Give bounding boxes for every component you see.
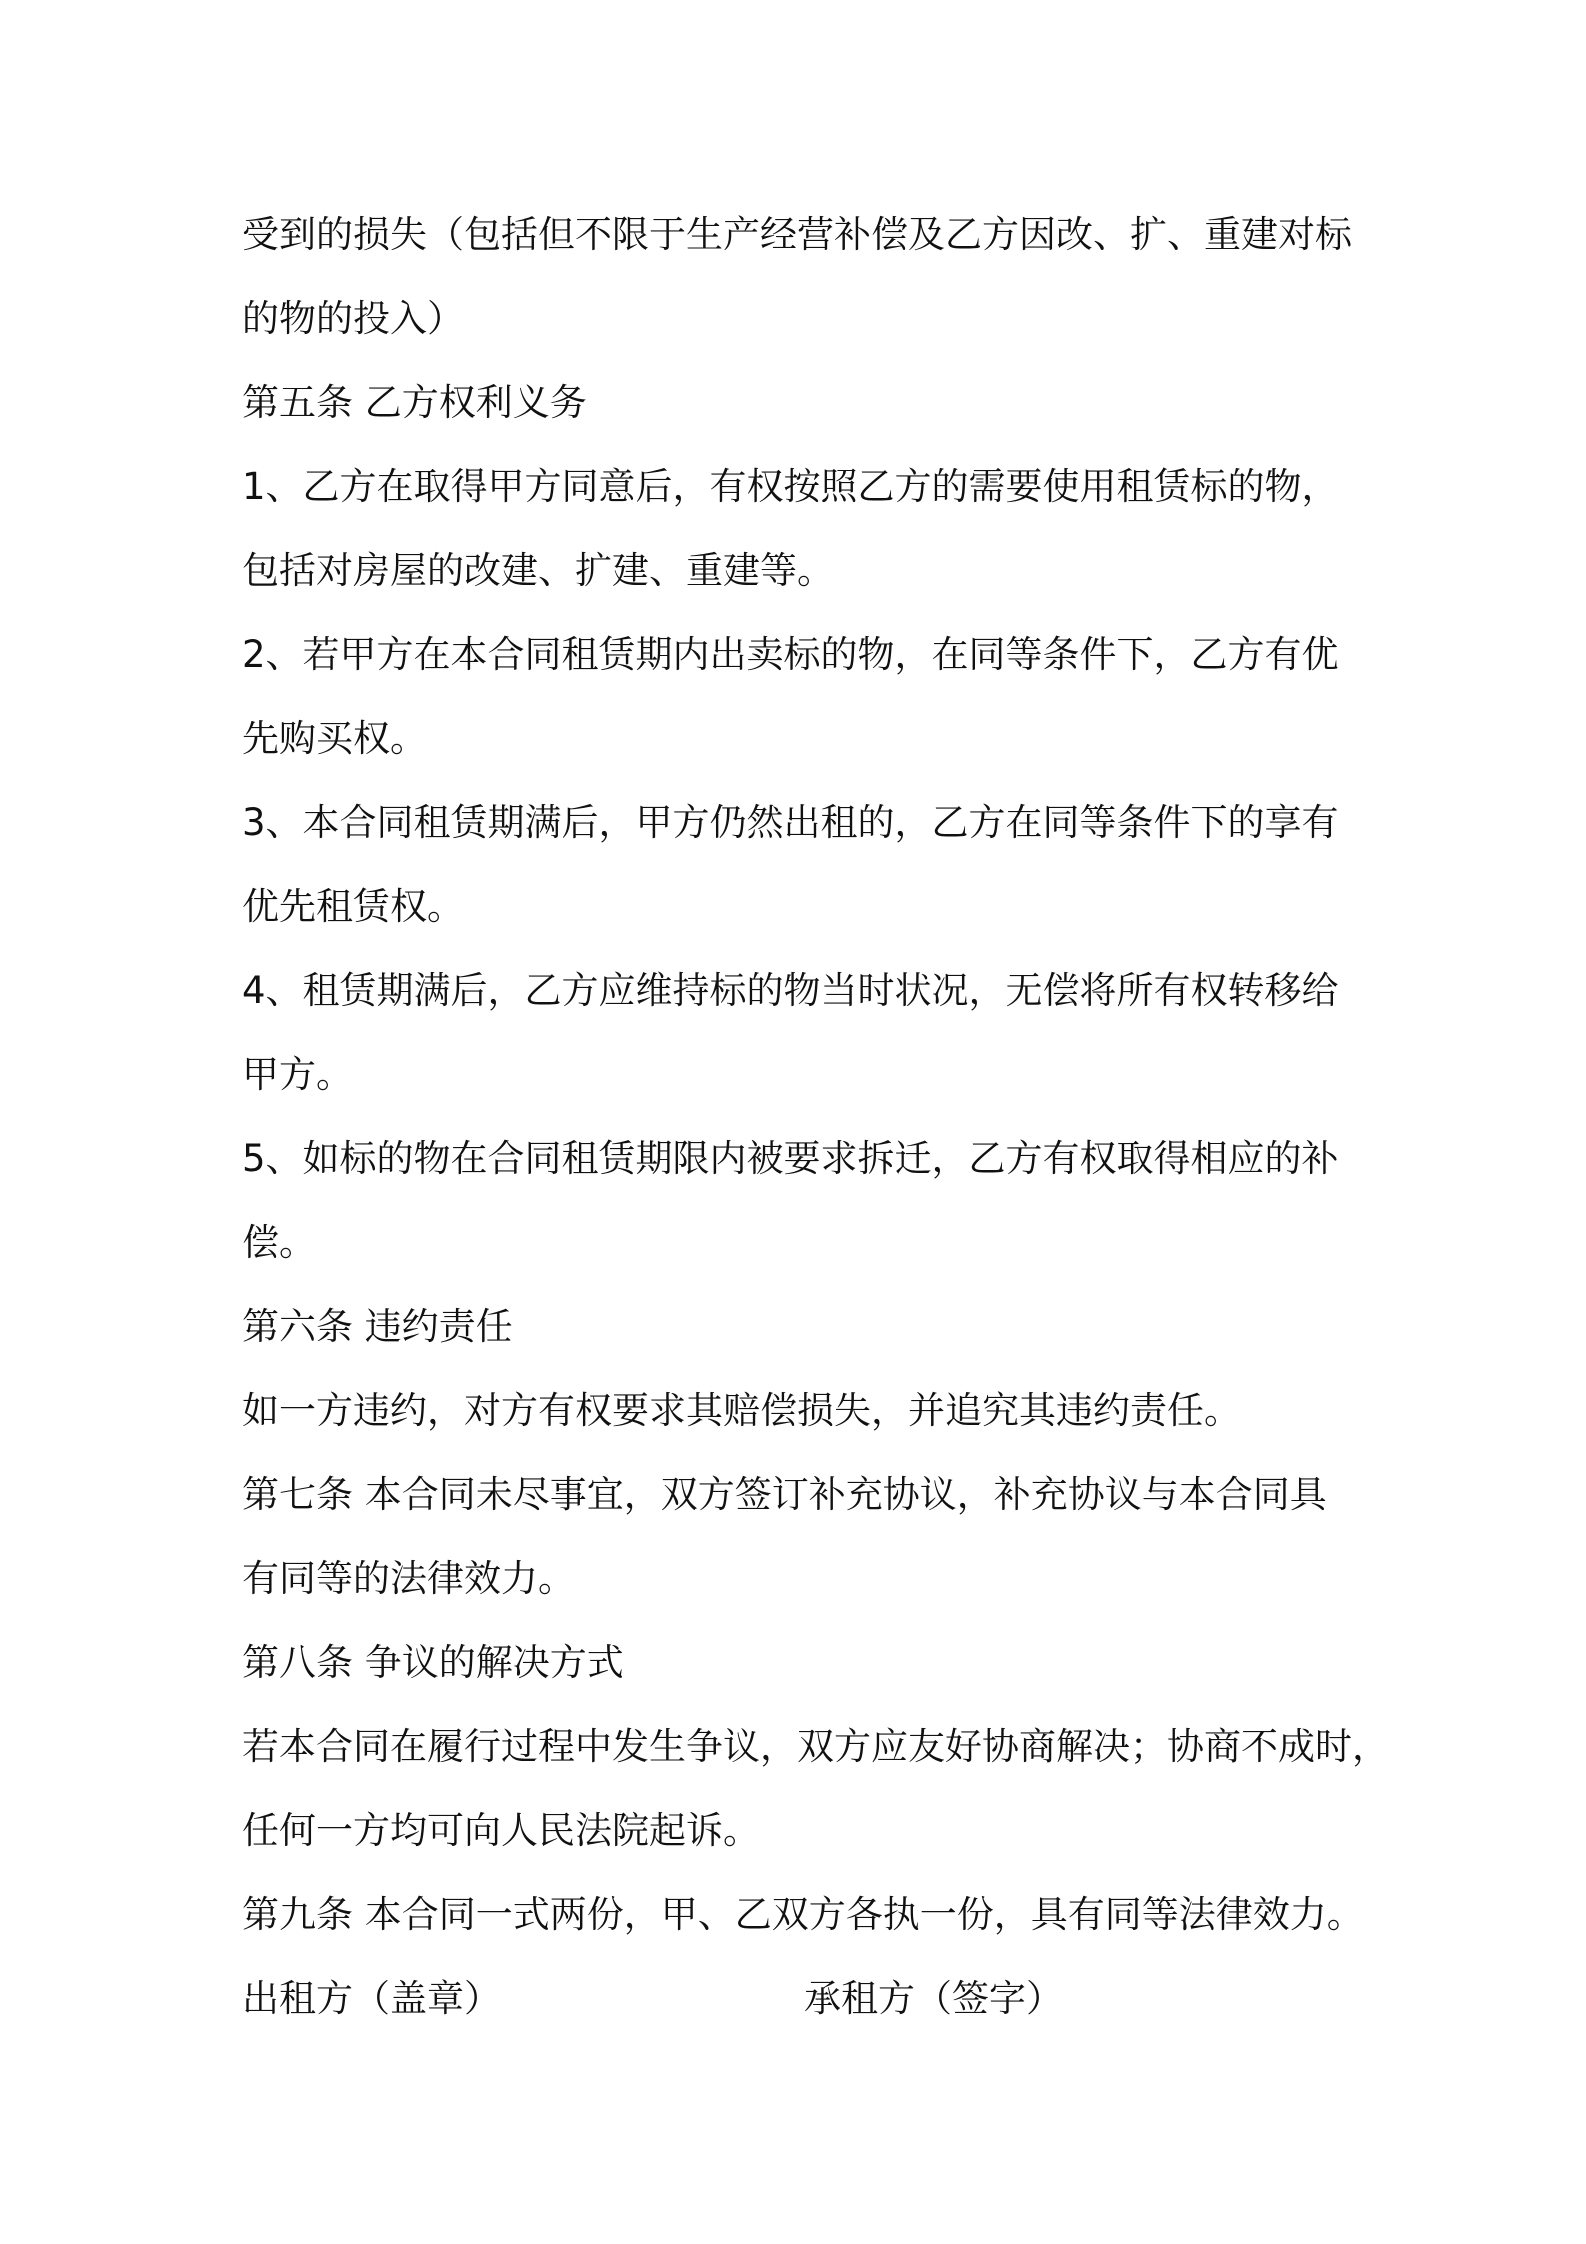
text-line: 第七条 本合同未尽事宜，双方签订补充协议，补充协议与本合同具 bbox=[242, 1473, 1327, 1516]
text-line: 的物的投入） bbox=[242, 297, 464, 340]
text-line: 4、租赁期满后，乙方应维持标的物当时状况，无偿将所有权转移给 bbox=[242, 969, 1339, 1012]
text-line: 偿。 bbox=[242, 1221, 316, 1264]
contract-text bbox=[242, 193, 1389, 2041]
article-heading: 第六条 违约责任 bbox=[242, 1305, 513, 1348]
text-line: 甲方。 bbox=[242, 1053, 353, 1096]
signature-row bbox=[242, 1957, 1362, 2041]
text-line: 2、若甲方在本合同租赁期内出卖标的物，在同等条件下，乙方有优 bbox=[242, 633, 1339, 676]
text-line: 3、本合同租赁期满后，甲方仍然出租的，乙方在同等条件下的享有 bbox=[242, 801, 1339, 844]
text-line: 如一方违约，对方有权要求其赔偿损失，并追究其违约责任。 bbox=[242, 1389, 1241, 1432]
article-heading: 第五条 乙方权利义务 bbox=[242, 381, 587, 424]
text-line: 有同等的法律效力。 bbox=[242, 1557, 575, 1600]
text-line: 任何一方均可向人民法院起诉。 bbox=[242, 1809, 760, 1852]
text-line: 1、乙方在取得甲方同意后，有权按照乙方的需要使用租赁标的物， bbox=[242, 465, 1339, 508]
text-line: 包括对房屋的改建、扩建、重建等。 bbox=[242, 549, 834, 592]
lessee-signature-label: 承租方（签字） bbox=[804, 1977, 1063, 2020]
article-heading: 第八条 争议的解决方式 bbox=[242, 1641, 624, 1684]
text-line: 第九条 本合同一式两份，甲、乙双方各执一份，具有同等法律效力。 bbox=[242, 1893, 1364, 1936]
text-line: 优先租赁权。 bbox=[242, 885, 464, 928]
lessor-signature-label: 出租方（盖章） bbox=[242, 1977, 501, 2020]
text-line: 先购买权。 bbox=[242, 717, 427, 760]
text-line: 5、如标的物在合同租赁期限内被要求拆迁，乙方有权取得相应的补 bbox=[242, 1137, 1339, 1180]
text-line: 若本合同在履行过程中发生争议，双方应友好协商解决；协商不成时， bbox=[242, 1725, 1389, 1768]
text-line: 受到的损失（包括但不限于生产经营补偿及乙方因改、扩、重建对标 bbox=[242, 213, 1352, 256]
